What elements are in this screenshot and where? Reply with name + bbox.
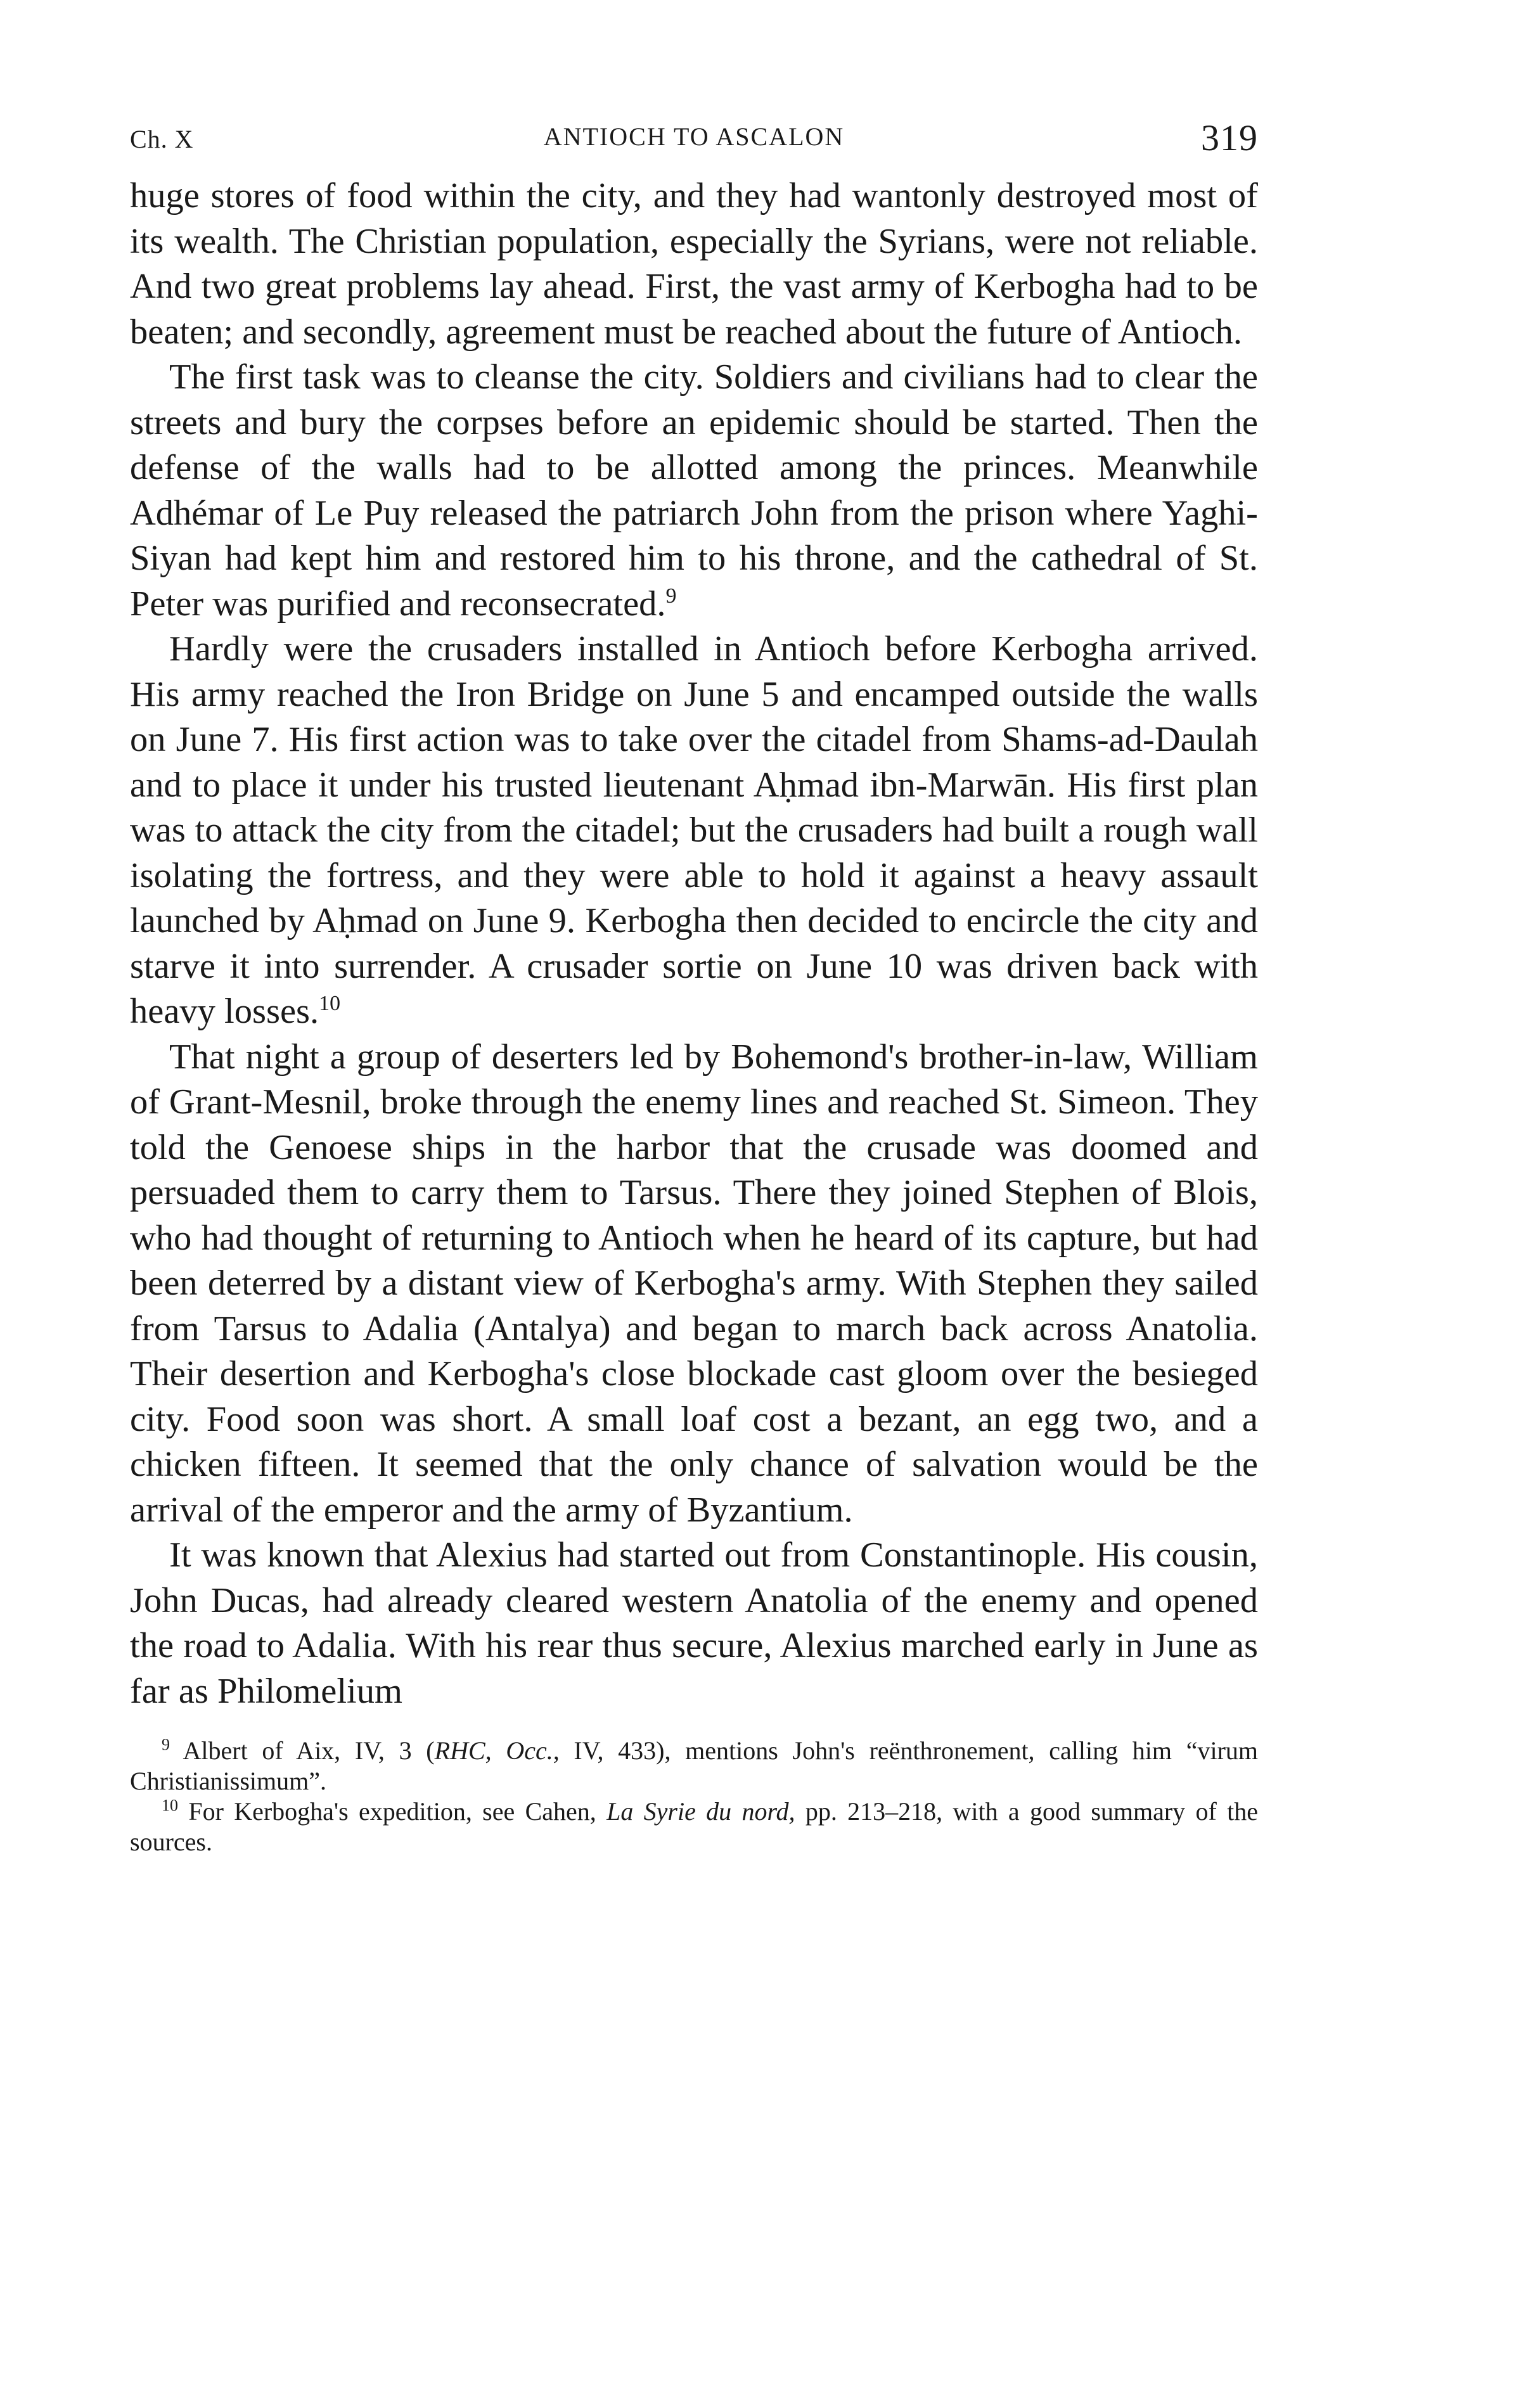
footnote-number: 9 (162, 1735, 170, 1754)
footnote-text: IV, 433), mentions John's reënthronement, calling him “virum Christianissimum”. (130, 1736, 1259, 1795)
paragraph-text: huge stores of food within the city, and they had wantonly destroyed most of its wealth. The Christian population, especially the Syrians, were not reliable. And two great problems lay ahead. First, the vast army of Kerbogha had to be beaten; and secondly, agreement must be reached about the future of Antioch. (130, 176, 1258, 352)
footnote-number: 10 (162, 1796, 178, 1815)
paragraph-text: It was known that Alexius had started out from Constantinople. His cousin, John Ducas, had already cleared western Anatolia of the enemy and opened the road to Adalia. With his rear thus secure, Alexius marched early in June as far as Philomelium (130, 1535, 1258, 1711)
paragraph (130, 1533, 1258, 1714)
footnote-text: Albert of Aix, IV, 3 ( (183, 1736, 435, 1765)
footnote-reference[interactable]: 9 (665, 584, 677, 608)
paragraph (130, 174, 1258, 355)
footnote-citation-title: La Syrie du nord, (606, 1797, 795, 1826)
running-head (130, 114, 1258, 165)
paragraph-text: That night a group of deserters led by Bohemond's brother-in-law, William of Grant-Mesnil, broke through the enemy lines and reached St. Simeon. They told the Genoese ships in the harbor that the crusade was doomed and persuaded them to carry them to Tarsus. There they joined Stephen of Blois, who had thought of returning to Antioch when he heard of its capture, but had been deterred by a distant view of Kerbogha's army. With Stephen they sailed from Tarsus to Adalia (Antalya) and began to march back across Anatolia. Their desertion and Kerbogha's close blockade cast gloom over the besieged city. Food soon was short. A small loaf cost a bezant, an egg two, and a chicken fifteen. It seemed that the only chance of salvation would be the arrival of the emperor and the army of Byzantium. (130, 1037, 1258, 1530)
paragraph (130, 627, 1258, 1035)
footnote-citation-title: RHC, Occ., (434, 1736, 560, 1765)
footnote-reference[interactable]: 10 (319, 992, 341, 1016)
paragraph (130, 1035, 1258, 1534)
paragraph (130, 355, 1258, 627)
paragraph-text: The first task was to cleanse the city. Soldiers and civilians had to clear the streets and bury the corpses before an epidemic should be started. Then the defense of the walls had to be allotted among the princes. Meanwhile Adhémar of Le Puy released the patriarch John from the prison where Yaghi-Siyan had kept him and restored him to his throne, and the cathedral of St. Peter was purified and reconsecrated. (130, 357, 1258, 624)
book-page (130, 114, 1258, 1857)
page-number: 319 (1201, 117, 1258, 158)
footnotes (130, 1736, 1258, 1857)
body-text (130, 174, 1258, 1714)
footnote (130, 1796, 1258, 1857)
running-title: ANTIOCH TO ASCALON (543, 122, 845, 151)
footnote-text: pp. 213–218, with a good summary of the sources. (130, 1797, 1259, 1856)
paragraph-text: Hardly were the crusaders installed in Antioch before Kerbogha arrived. His army reached the Iron Bridge on June 5 and encamped outside the walls on June 7. His first action was to take over the citadel from Shams-ad-Daulah and to place it under his trusted lieutenant Aḥmad ibn-Marwān. His first plan was to attack the city from the citadel; but the crusaders had built a rough wall isolating the fortress, and they were able to hold it against a heavy assault launched by Aḥmad on June 9. Kerbogha then decided to encircle the city and starve it into surrender. A crusader sortie on June 10 was driven back with heavy losses. (130, 629, 1258, 1031)
footnote (130, 1736, 1258, 1796)
footnote-text: For Kerbogha's expedition, see Cahen, (188, 1797, 607, 1826)
chapter-label: Ch. X (130, 125, 194, 153)
